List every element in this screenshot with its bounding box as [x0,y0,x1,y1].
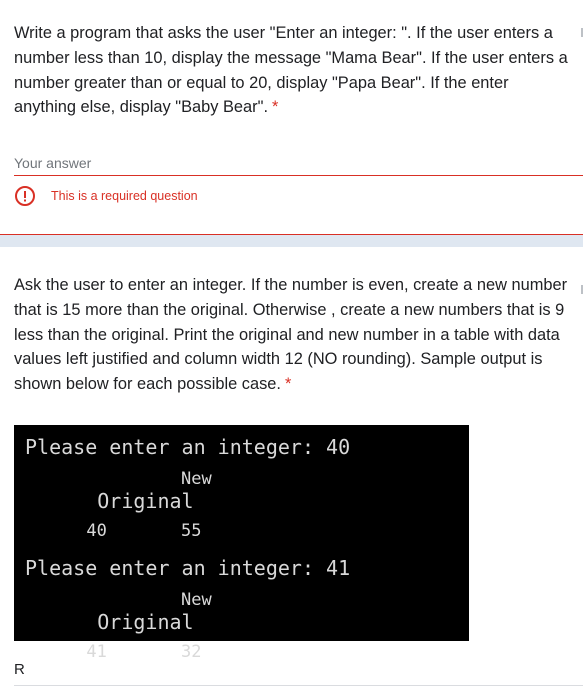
answer-2-value: R [14,661,25,678]
question-2-text [14,273,574,397]
console-prompt-2: Please enter an integer: 41 [25,556,351,580]
console-value-new: 55 [181,521,202,541]
question-2-body: Ask the user to enter an integer. If the number is even, create a new number that is 15 more than the original. Otherwise , create a new numbers that is 9 less than the original. Print the original and new number in a table with data values left justified and column width 12 (NO rounding). Sample output is shown below for each possible case. [14,276,568,394]
console-header-original: Original [97,489,194,513]
question-card-1 [0,0,583,235]
required-asterisk: * [284,375,292,394]
answer-input-2[interactable] [14,659,583,686]
question-card-2 [0,247,583,700]
console-value-original: 40 [86,521,107,541]
question-1-text [14,21,574,120]
console-header-new: New [181,590,212,610]
error-row [14,185,198,207]
answer-input-1[interactable] [14,150,583,176]
console-prompt-1: Please enter an integer: 40 [25,435,351,459]
exclamation-circle-icon [14,185,36,207]
console-value-original: 41 [86,642,107,662]
section-divider [0,235,583,247]
question-1-body: Write a program that asks the user "Enter an integer: ". If the user enters a number less than 10, display the message "Mama Bear". If the user enters a number greater than or equal to 20, display "Papa Bear". If the enter anything else, display "Baby Bear". [14,24,568,117]
sample-output-image [14,425,469,662]
console-header-original: Original [97,610,194,634]
console-header-new: New [181,469,212,489]
console-value-new: 32 [181,642,202,662]
error-message: This is a required question [51,189,198,203]
required-asterisk: * [272,98,279,117]
